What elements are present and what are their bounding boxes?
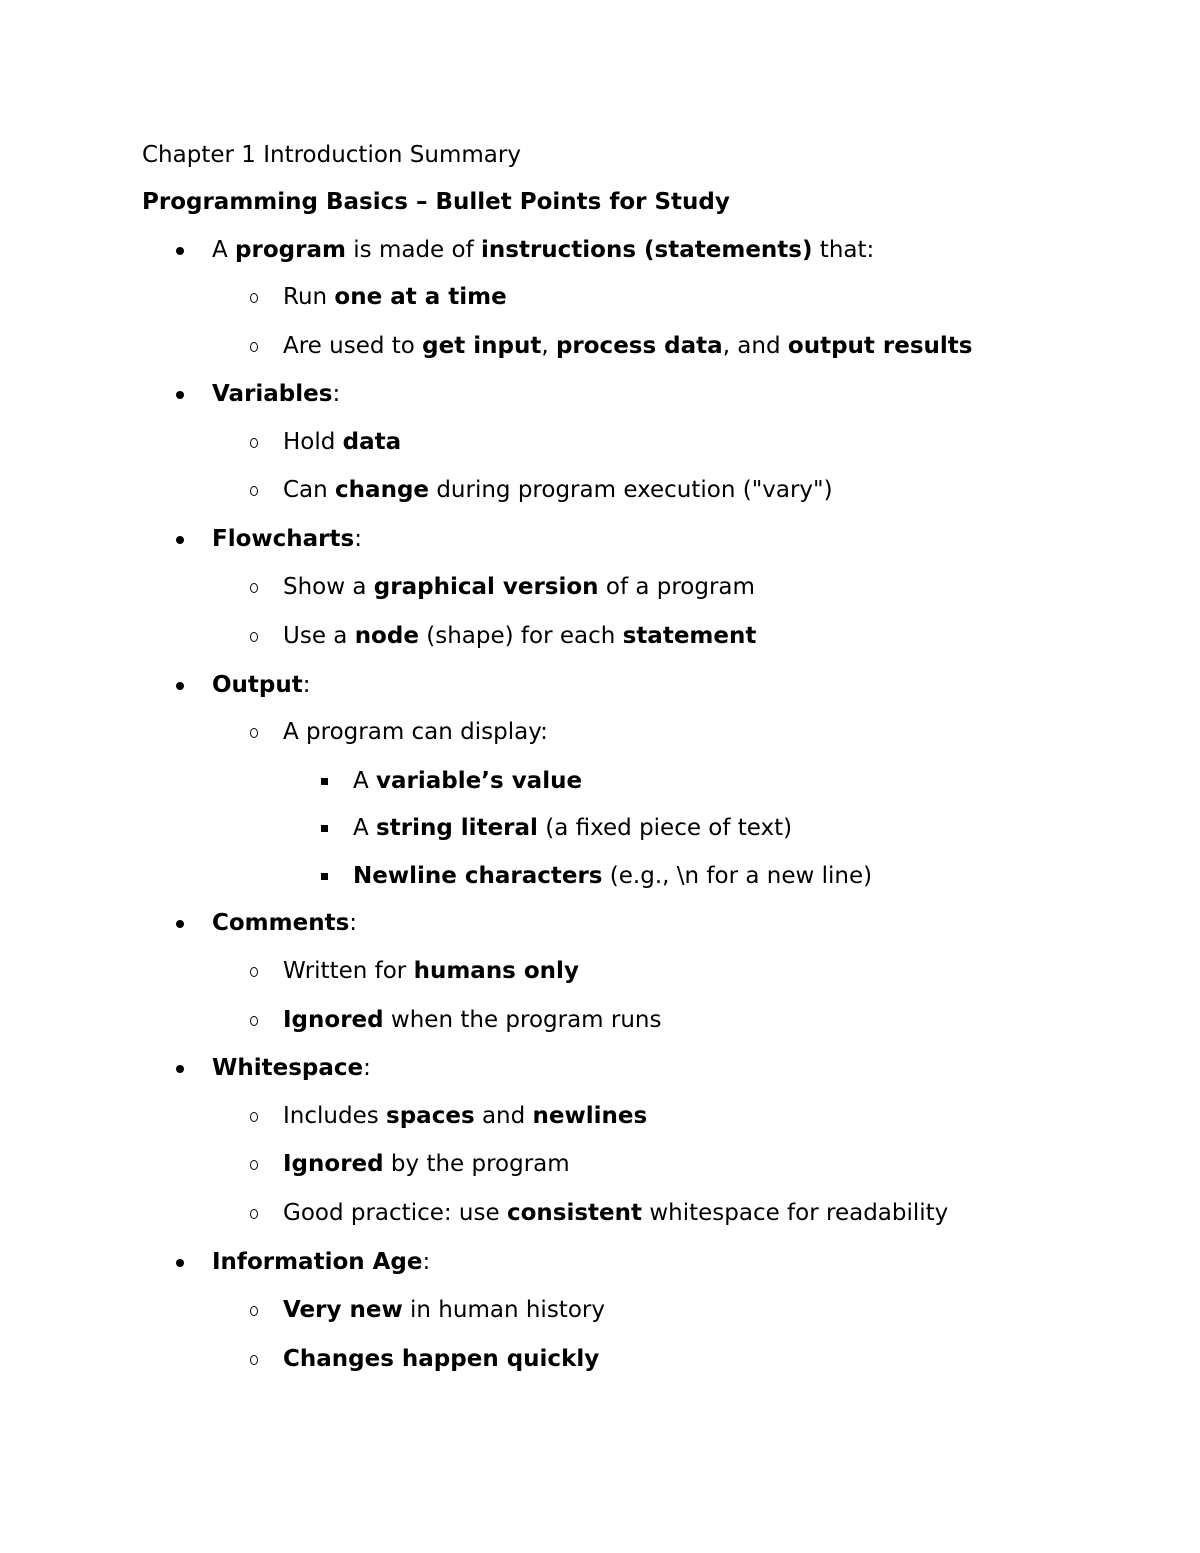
- list-item-text: [283, 1344, 599, 1374]
- bold-text-segment: Ignored: [283, 1151, 384, 1177]
- text-segment: that:: [812, 237, 875, 263]
- list-item-text: [283, 1149, 570, 1179]
- bold-text-segment: consistent: [506, 1200, 643, 1226]
- text-segment: (e.g., \n for a new line): [602, 863, 873, 889]
- circle-bullet-icon: [246, 331, 266, 361]
- circle-bullet-icon: [246, 1149, 266, 1179]
- circle-bullet-icon: [246, 282, 266, 312]
- bold-text-segment: get input: [422, 333, 542, 359]
- list-item-text: [283, 621, 756, 651]
- bold-text-segment: Flowcharts: [212, 526, 355, 552]
- circle-bullet-icon: [246, 1295, 266, 1325]
- text-segment: Includes: [283, 1103, 387, 1129]
- circle-bullet-icon: [246, 1101, 266, 1131]
- disc-bullet-icon: [170, 670, 190, 700]
- text-segment: (a fixed piece of text): [537, 815, 793, 841]
- text-segment: is made of: [345, 237, 481, 263]
- bold-text-segment: graphical version: [373, 574, 599, 600]
- text-segment: (shape) for each: [418, 623, 623, 649]
- text-segment: and: [474, 1103, 533, 1129]
- list-item-text: [212, 379, 340, 409]
- text-segment: A: [353, 815, 377, 841]
- bold-text-segment: one at a time: [334, 284, 507, 310]
- bold-text-segment: Very new: [283, 1297, 403, 1323]
- text-segment: in human history: [402, 1297, 605, 1323]
- bold-text-segment: statement: [622, 623, 757, 649]
- bold-text-segment: data: [342, 429, 402, 455]
- list-item-text: [212, 1053, 371, 1083]
- bold-text-segment: Variables: [212, 381, 333, 407]
- list-item-text: [283, 1101, 647, 1131]
- disc-bullet-icon: [170, 1053, 190, 1083]
- document-subtitle: Programming Basics – Bullet Points for Study: [142, 189, 730, 215]
- text-segment: during program execution ("vary"): [429, 477, 833, 503]
- circle-bullet-icon: [246, 1344, 266, 1374]
- bold-text-segment: program: [235, 237, 346, 263]
- bold-text-segment: instructions (statements): [481, 237, 813, 263]
- list-item-text: [283, 1295, 605, 1325]
- text-segment: Good practice: use: [283, 1200, 507, 1226]
- bold-text-segment: Newline characters: [353, 863, 603, 889]
- disc-bullet-icon: [170, 235, 190, 265]
- bold-text-segment: Comments: [212, 910, 350, 936]
- text-segment: Hold: [283, 429, 343, 455]
- text-segment: Are used to: [283, 333, 423, 359]
- text-segment: , and: [722, 333, 788, 359]
- document-title: Chapter 1 Introduction Summary: [142, 142, 521, 168]
- list-item-text: [283, 956, 579, 986]
- text-segment: :: [332, 381, 341, 407]
- bold-text-segment: newlines: [532, 1103, 648, 1129]
- bold-text-segment: output results: [787, 333, 973, 359]
- list-item-text: [212, 235, 874, 265]
- text-segment: ,: [541, 333, 556, 359]
- list-item-text: [353, 766, 582, 796]
- text-segment: :: [363, 1055, 371, 1081]
- circle-bullet-icon: [246, 621, 266, 651]
- circle-bullet-icon: [246, 1198, 266, 1228]
- list-item-text: [283, 572, 755, 602]
- bold-text-segment: humans only: [413, 958, 579, 984]
- bold-text-segment: Ignored: [283, 1007, 384, 1033]
- bold-text-segment: Whitespace: [212, 1055, 364, 1081]
- circle-bullet-icon: [246, 956, 266, 986]
- text-segment: :: [349, 910, 358, 936]
- square-bullet-icon: [316, 766, 336, 796]
- text-segment: A program can display:: [283, 719, 548, 745]
- square-bullet-icon: [316, 813, 336, 843]
- list-item-text: [212, 908, 357, 938]
- text-segment: A: [353, 768, 377, 794]
- list-item-text: [283, 427, 401, 457]
- text-segment: Run: [283, 284, 335, 310]
- disc-bullet-icon: [170, 379, 190, 409]
- text-segment: Can: [283, 477, 336, 503]
- disc-bullet-icon: [170, 908, 190, 938]
- text-segment: Show a: [283, 574, 374, 600]
- bold-text-segment: change: [335, 477, 430, 503]
- circle-bullet-icon: [246, 427, 266, 457]
- list-item-text: [283, 331, 973, 361]
- text-segment: Use a: [283, 623, 355, 649]
- list-item-text: [283, 1005, 662, 1035]
- disc-bullet-icon: [170, 524, 190, 554]
- text-segment: by the program: [383, 1151, 570, 1177]
- circle-bullet-icon: [246, 717, 266, 747]
- bold-text-segment: spaces: [386, 1103, 475, 1129]
- text-segment: :: [354, 526, 362, 552]
- text-segment: A: [212, 237, 236, 263]
- bold-text-segment: Changes happen quickly: [283, 1346, 600, 1372]
- text-segment: :: [302, 672, 311, 698]
- list-item-text: [353, 813, 792, 843]
- bold-text-segment: variable’s value: [376, 768, 583, 794]
- list-item-text: [283, 717, 548, 747]
- bold-text-segment: string literal: [376, 815, 538, 841]
- bold-text-segment: process data: [555, 333, 723, 359]
- list-item-text: [212, 524, 362, 554]
- text-segment: when the program runs: [383, 1007, 662, 1033]
- text-segment: of a program: [598, 574, 755, 600]
- text-segment: :: [422, 1249, 431, 1275]
- bold-text-segment: Information Age: [212, 1249, 423, 1275]
- disc-bullet-icon: [170, 1247, 190, 1277]
- list-item-text: [212, 1247, 430, 1277]
- list-item-text: [212, 670, 311, 700]
- text-segment: Written for: [283, 958, 414, 984]
- list-item-text: [283, 475, 833, 505]
- list-item-text: [283, 282, 507, 312]
- circle-bullet-icon: [246, 475, 266, 505]
- circle-bullet-icon: [246, 1005, 266, 1035]
- bold-text-segment: node: [354, 623, 419, 649]
- text-segment: whitespace for readability: [642, 1200, 949, 1226]
- list-item-text: [283, 1198, 948, 1228]
- bold-text-segment: Output: [212, 672, 303, 698]
- list-item-text: [353, 861, 872, 891]
- square-bullet-icon: [316, 861, 336, 891]
- circle-bullet-icon: [246, 572, 266, 602]
